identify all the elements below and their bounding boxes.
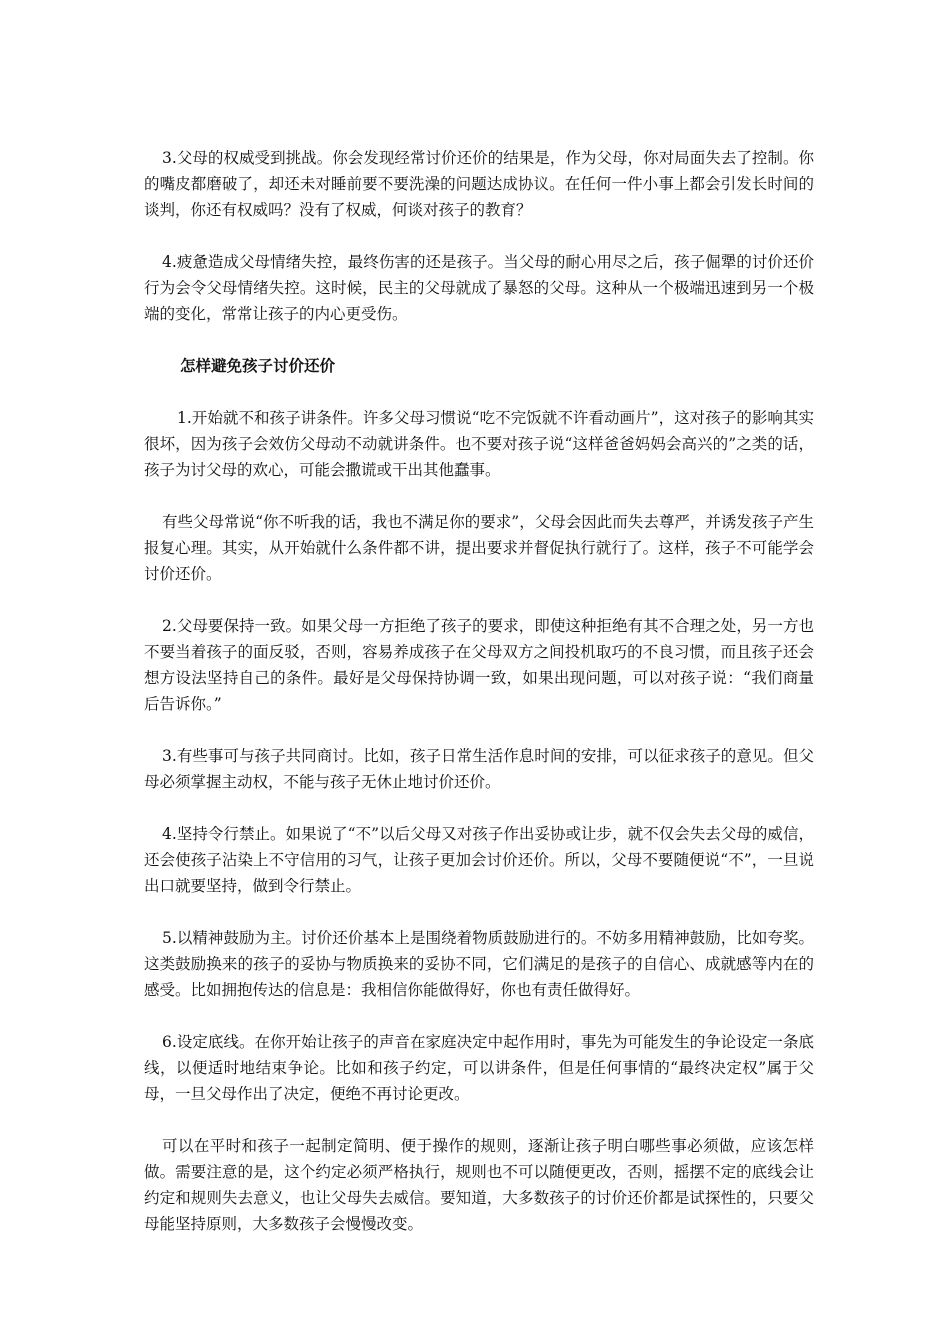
paragraph-emotional-loss-of-control: 4.疲惫造成父母情绪失控，最终伤害的还是孩子。当父母的耐心用尽之后，孩子倔犟的讨价还价行为会令父母情绪失控。这时候，民主的父母就成了暴怒的父母。这种从一个极端迅速到另一个极端的变化，常常让孩子的内心更受伤。 (144, 253, 814, 323)
paragraph-joint-discussion: 3.有些事可与孩子共同商讨。比如，孩子日常生活作息时间的安排，可以征求孩子的意见。但父母必须掌握主动权，不能与孩子无休止地讨价还价。 (144, 747, 814, 791)
section-heading: 怎样避免孩子讨价还价 (180, 357, 336, 375)
paragraph-set-bottom-line: 6.设定底线。在你开始让孩子的声音在家庭决定中起作用时，事先为可能发生的争论设定一条底线，以便适时地结束争论。比如和孩子约定，可以讲条件，但是任何事情的“最终决定权”属于父母，一旦父母作出了决定，便绝不再讨论更改。 (144, 1033, 814, 1103)
document-body (144, 145, 814, 1263)
paragraph-spiritual-encouragement: 5.以精神鼓励为主。讨价还价基本上是围绕着物质鼓励进行的。不妨多用精神鼓励，比如夸奖。这类鼓励换来的孩子的妥协与物质换来的妥协不同，它们满足的是孩子的自信心、成就感等内在的感受。比如拥抱传达的信息是：我相信你能做得好，你也有责任做得好。 (144, 929, 814, 999)
paragraph-parents-consistent: 2.父母要保持一致。如果父母一方拒绝了孩子的要求，即使这种拒绝有其不合理之处，另一方也不要当着孩子的面反驳，否则，容易养成孩子在父母双方之间投机取巧的不良习惯，而且孩子还会想方设法坚持自己的条件。最好是父母保持协调一致，如果出现问题，可以对孩子说：“我们商量后告诉你。” (144, 617, 814, 713)
paragraph-parental-authority: 3.父母的权威受到挑战。你会发现经常讨价还价的结果是，作为父母，你对局面失去了控制。你的嘴皮都磨破了，却还未对睡前要不要洗澡的问题达成协议。在任何一件小事上都会引发长时间的谈判，你还有权威吗？没有了权威，何谈对孩子的教育？ (144, 149, 814, 219)
paragraph-rules: 可以在平时和孩子一起制定简明、便于操作的规则，逐渐让孩子明白哪些事必须做，应该怎样做。需要注意的是，这个约定必须严格执行，规则也不可以随便更改，否则，摇摆不定的底线会让约定和规则失去意义，也让父母失去威信。要知道，大多数孩子的讨价还价都是试探性的，只要父母能坚持原则，大多数孩子会慢慢改变。 (144, 1137, 814, 1233)
paragraph-enforce-no: 4.坚持令行禁止。如果说了“不”以后父母又对孩子作出妥协或让步，就不仅会失去父母的威信，还会使孩子沾染上不守信用的习气，让孩子更加会讨价还价。所以，父母不要随便说“不”，一旦说出口就要坚持，做到令行禁止。 (144, 825, 814, 895)
paragraph-dignity: 有些父母常说“你不听我的话，我也不满足你的要求”，父母会因此而失去尊严，并诱发孩子产生报复心理。其实，从开始就什么条件都不讲，提出要求并督促执行就行了。这样，孩子不可能学会讨价还价。 (144, 513, 814, 583)
paragraph-no-conditions: 1.开始就不和孩子讲条件。许多父母习惯说“吃不完饭就不许看动画片”，这对孩子的影响其实很坏，因为孩子会效仿父母动不动就讲条件。也不要对孩子说“这样爸爸妈妈会高兴的”之类的话，孩子为讨父母的欢心，可能会撒谎或干出其他蠢事。 (144, 409, 814, 479)
